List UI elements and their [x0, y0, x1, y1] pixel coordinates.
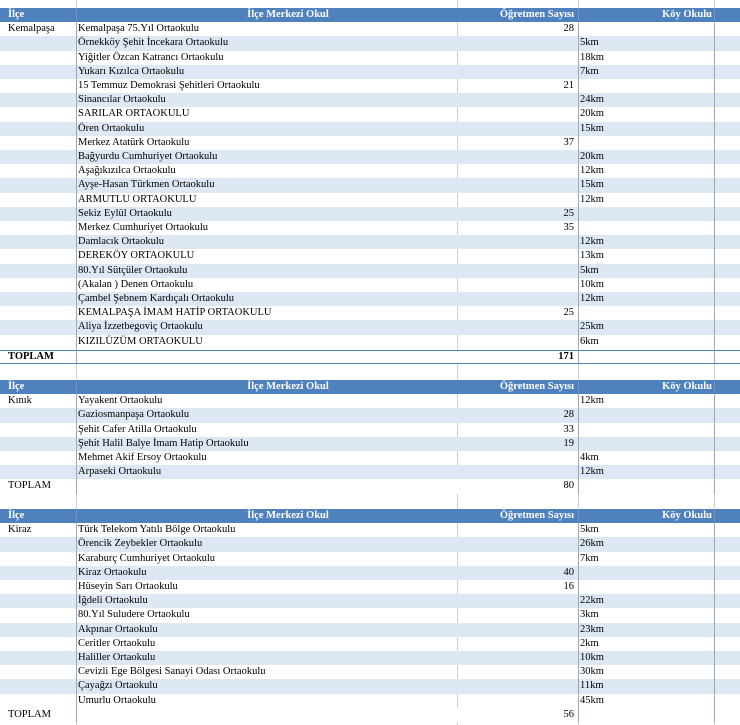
- table-header-row: [0, 380, 740, 394]
- table-row: [0, 537, 740, 551]
- table-row: [0, 623, 740, 637]
- table-header-row: [0, 509, 740, 523]
- table-row: [0, 65, 740, 79]
- teacher-count-cell[interactable]: [380, 51, 576, 65]
- table-row: [0, 122, 740, 136]
- teacher-count-cell[interactable]: [380, 93, 576, 107]
- total-value[interactable]: 171: [558, 350, 574, 362]
- school-name-cell[interactable]: Merkez Atatürk Ortaokulu: [78, 136, 190, 148]
- total-row: [0, 350, 740, 364]
- village-distance-cell[interactable]: 12km: [580, 236, 604, 248]
- teacher-count-cell[interactable]: 21: [563, 80, 574, 91]
- district-name-cell[interactable]: Kınık: [8, 395, 32, 407]
- village-distance-cell[interactable]: 22km: [580, 595, 604, 607]
- village-distance-cell[interactable]: [580, 221, 714, 235]
- village-distance-cell[interactable]: 3km: [580, 609, 599, 621]
- school-name-cell[interactable]: Yukarı Kızılca Ortaokulu: [78, 65, 185, 77]
- village-distance-cell[interactable]: 7km: [580, 552, 599, 564]
- village-distance-cell[interactable]: 23km: [580, 623, 604, 635]
- village-distance-cell[interactable]: 5km: [580, 524, 599, 536]
- teacher-count-cell[interactable]: [380, 178, 576, 192]
- teacher-count-cell[interactable]: [380, 451, 576, 465]
- school-name-cell[interactable]: İğdeli Ortaokulu: [78, 595, 148, 607]
- table-row: [0, 394, 740, 408]
- school-name-cell[interactable]: DEREKÖY ORTAOKULU: [78, 250, 195, 262]
- school-name-cell[interactable]: 80.Yıl Suludere Ortaokulu: [78, 609, 190, 621]
- table-row: [0, 36, 740, 50]
- school-name-cell[interactable]: Mehmet Akif Ersoy Ortaokulu: [78, 452, 207, 463]
- school-name-cell[interactable]: Kiraz Ortaokulu: [78, 566, 147, 578]
- school-name-cell[interactable]: Çayağzı Ortaokulu: [78, 680, 158, 692]
- village-distance-cell[interactable]: 2km: [580, 637, 599, 649]
- teacher-count-cell[interactable]: [380, 320, 576, 334]
- table-row: [0, 665, 740, 679]
- school-name-cell[interactable]: Cevizli Ege Bölgesi Sanayi Odası Ortaokulu: [78, 666, 266, 678]
- school-name-cell[interactable]: Hüseyin Sarı Ortaokulu: [78, 581, 178, 592]
- table-row: [0, 178, 740, 192]
- table-row: [0, 264, 740, 278]
- village-distance-cell[interactable]: 11km: [580, 680, 604, 692]
- teacher-count-cell[interactable]: [380, 679, 576, 693]
- school-name-cell[interactable]: Damlacık Ortaokulu: [78, 236, 165, 248]
- header-teacher-count[interactable]: Öğretmen Sayısı: [499, 9, 574, 20]
- teacher-count-cell[interactable]: [380, 637, 576, 651]
- school-name-cell[interactable]: Türk Telekom Yatılı Bölge Ortaokulu: [78, 524, 236, 536]
- village-distance-cell[interactable]: 30km: [580, 666, 604, 678]
- table-row: [0, 164, 740, 178]
- school-name-cell[interactable]: Ceritler Ortaokulu: [78, 637, 156, 649]
- teacher-count-cell[interactable]: [380, 264, 576, 278]
- teacher-count-cell[interactable]: 16: [563, 581, 574, 592]
- header-district[interactable]: İlçe: [8, 381, 25, 392]
- school-name-cell[interactable]: Çambel Şebnem Kardıçalı Ortaokulu: [78, 293, 234, 304]
- table-row: [0, 193, 740, 207]
- village-distance-cell[interactable]: [580, 423, 714, 437]
- village-distance-cell[interactable]: [580, 566, 714, 580]
- school-name-cell[interactable]: Sinancılar Ortaokulu: [78, 94, 166, 106]
- school-name-cell[interactable]: (Akalan ) Denen Ortaokulu: [78, 278, 194, 290]
- teacher-count-cell[interactable]: [380, 278, 576, 292]
- table-row: [0, 107, 740, 121]
- header-school[interactable]: İlçe Merkezi Okul: [247, 9, 329, 20]
- table-row: [0, 207, 740, 221]
- teacher-count-cell[interactable]: 25: [563, 207, 574, 219]
- teacher-count-cell[interactable]: 25: [563, 307, 574, 319]
- school-name-cell[interactable]: Kemalpaşa 75.Yıl Ortaokulu: [78, 23, 200, 35]
- school-name-cell[interactable]: Aşağıkızılca Ortaokulu: [78, 165, 176, 177]
- teacher-count-cell[interactable]: [380, 523, 576, 537]
- teacher-count-cell[interactable]: [380, 122, 576, 136]
- village-distance-cell[interactable]: 6km: [580, 335, 599, 347]
- table-row: [0, 249, 740, 263]
- teacher-count-cell[interactable]: [380, 552, 576, 566]
- total-value[interactable]: 56: [563, 708, 574, 720]
- header-village-school[interactable]: Köy Okulu: [662, 510, 712, 521]
- teacher-count-cell[interactable]: [380, 537, 576, 551]
- teacher-count-cell[interactable]: [380, 335, 576, 349]
- teacher-count-cell[interactable]: 28: [563, 23, 574, 35]
- teacher-count-cell[interactable]: 19: [563, 437, 574, 449]
- header-village-school[interactable]: Köy Okulu: [662, 9, 712, 20]
- table-row: [0, 51, 740, 65]
- school-name-cell[interactable]: 15 Temmuz Demokrasi Şehitleri Ortaokulu: [78, 80, 260, 91]
- header-teacher-count[interactable]: Öğretmen Sayısı: [499, 510, 574, 521]
- table-row: [0, 79, 740, 93]
- village-distance-cell[interactable]: 20km: [580, 108, 604, 120]
- teacher-count-cell[interactable]: [380, 235, 576, 249]
- teacher-count-cell[interactable]: 35: [563, 222, 574, 233]
- school-name-cell[interactable]: Karaburç Cumhuriyet Ortaokulu: [78, 552, 216, 564]
- teacher-count-cell[interactable]: [380, 36, 576, 50]
- table-row: [0, 335, 740, 349]
- table-row: [0, 22, 740, 36]
- school-name-cell[interactable]: Haliller Ortaokulu: [78, 652, 156, 663]
- table-row: [0, 93, 740, 107]
- school-name-cell[interactable]: Bağyurdu Cumhuriyet Ortaokulu: [78, 151, 218, 162]
- teacher-count-cell[interactable]: [380, 623, 576, 637]
- table-row: [0, 408, 740, 422]
- village-distance-cell[interactable]: 7km: [580, 65, 599, 77]
- school-name-cell[interactable]: Yayakent Ortaokulu: [78, 395, 163, 407]
- total-value[interactable]: 80: [563, 480, 574, 492]
- teacher-count-cell[interactable]: [380, 249, 576, 263]
- table-row: [0, 423, 740, 437]
- teacher-count-cell[interactable]: [380, 608, 576, 622]
- village-distance-cell[interactable]: 20km: [580, 151, 604, 162]
- school-name-cell[interactable]: Umurlu Ortaokulu: [78, 694, 156, 706]
- teacher-count-cell[interactable]: 40: [563, 566, 574, 578]
- table-row: [0, 465, 740, 479]
- teacher-count-cell[interactable]: [380, 594, 576, 608]
- school-name-cell[interactable]: Örnekköy Şehit İncekara Ortaokulu: [78, 37, 229, 49]
- school-name-cell[interactable]: Aliya İzzetbegoviç Ortaokulu: [78, 321, 203, 333]
- teacher-count-cell[interactable]: [380, 665, 576, 679]
- teacher-count-cell[interactable]: [380, 150, 576, 164]
- school-name-cell[interactable]: Merkez Cumhuriyet Ortaokulu: [78, 222, 209, 233]
- header-school[interactable]: İlçe Merkezi Okul: [247, 510, 329, 521]
- school-name-cell[interactable]: 80.Yıl Sütçüler Ortaokulu: [78, 264, 188, 276]
- table-row: [0, 651, 740, 665]
- village-distance-cell[interactable]: 5km: [580, 264, 599, 276]
- table-row: [0, 523, 740, 537]
- total-row: [0, 479, 740, 493]
- village-distance-cell[interactable]: [580, 136, 714, 150]
- school-name-cell[interactable]: KIZILÜZÜM ORTAOKULU: [78, 335, 203, 347]
- table-row: [0, 292, 740, 306]
- table-row: [0, 608, 740, 622]
- village-distance-cell[interactable]: [580, 22, 714, 36]
- village-distance-cell[interactable]: [580, 408, 714, 422]
- village-distance-cell[interactable]: 15km: [580, 179, 604, 191]
- school-name-cell[interactable]: Şehit Halil Balye İmam Hatip Ortaokulu: [78, 437, 249, 449]
- teacher-count-cell[interactable]: 28: [563, 409, 574, 421]
- school-name-cell[interactable]: Sekiz Eylül Ortaokulu: [78, 207, 172, 219]
- school-name-cell[interactable]: Gaziosmanpaşa Ortaokulu: [78, 409, 190, 421]
- table-row: [0, 566, 740, 580]
- village-distance-cell[interactable]: [580, 79, 714, 93]
- district-name-cell[interactable]: Kiraz: [8, 524, 32, 536]
- village-distance-cell[interactable]: [580, 306, 714, 320]
- village-distance-cell[interactable]: 12km: [580, 466, 604, 478]
- table-header-row: [0, 8, 740, 22]
- teacher-count-cell[interactable]: [380, 694, 576, 708]
- table-row: [0, 221, 740, 235]
- table-row: [0, 594, 740, 608]
- village-distance-cell[interactable]: [580, 207, 714, 221]
- teacher-count-cell[interactable]: [380, 292, 576, 306]
- table-row: [0, 150, 740, 164]
- village-distance-cell[interactable]: 18km: [580, 51, 604, 63]
- table-row: [0, 451, 740, 465]
- school-name-cell[interactable]: Yiğitler Özcan Katrancı Ortaokulu: [78, 51, 224, 63]
- village-distance-cell[interactable]: 26km: [580, 538, 604, 550]
- village-distance-cell[interactable]: 15km: [580, 122, 604, 134]
- village-distance-cell[interactable]: 12km: [580, 293, 604, 304]
- total-label[interactable]: TOPLAM: [8, 480, 51, 492]
- table-row: [0, 679, 740, 693]
- village-distance-cell[interactable]: 4km: [580, 452, 599, 463]
- teacher-count-cell[interactable]: [380, 107, 576, 121]
- village-distance-cell[interactable]: 10km: [580, 278, 604, 290]
- header-district[interactable]: İlçe: [8, 510, 25, 521]
- table-row: [0, 552, 740, 566]
- village-distance-cell[interactable]: 45km: [580, 694, 604, 706]
- table-row: [0, 694, 740, 708]
- teacher-count-cell[interactable]: 37: [563, 136, 574, 148]
- village-distance-cell[interactable]: 12km: [580, 193, 604, 205]
- header-school[interactable]: İlçe Merkezi Okul: [247, 381, 329, 392]
- school-name-cell[interactable]: Arpaseki Ortaokulu: [78, 466, 162, 478]
- school-name-cell[interactable]: Ayşe-Hasan Türkmen Ortaokulu: [78, 179, 215, 191]
- table-row: [0, 278, 740, 292]
- total-label[interactable]: TOPLAM: [8, 708, 51, 720]
- village-distance-cell[interactable]: 25km: [580, 321, 604, 333]
- teacher-count-cell[interactable]: [380, 193, 576, 207]
- school-name-cell[interactable]: ARMUTLU ORTAOKULU: [78, 193, 197, 205]
- table-row: [0, 235, 740, 249]
- village-distance-cell[interactable]: [580, 437, 714, 451]
- total-label[interactable]: TOPLAM: [8, 350, 54, 362]
- header-district[interactable]: İlçe: [8, 9, 25, 20]
- total-row: [0, 708, 740, 722]
- village-distance-cell[interactable]: 12km: [580, 165, 604, 177]
- teacher-count-cell[interactable]: [380, 65, 576, 79]
- village-distance-cell[interactable]: 13km: [580, 250, 604, 262]
- teacher-count-cell[interactable]: 33: [563, 423, 574, 435]
- village-distance-cell[interactable]: 12km: [580, 395, 604, 407]
- table-row: [0, 136, 740, 150]
- village-distance-cell[interactable]: 10km: [580, 652, 604, 663]
- school-name-cell[interactable]: Şehit Cafer Atilla Ortaokulu: [78, 423, 197, 435]
- teacher-count-cell[interactable]: [380, 651, 576, 665]
- school-name-cell[interactable]: Ören Ortaokulu: [78, 122, 145, 134]
- teacher-count-cell[interactable]: [380, 164, 576, 178]
- school-name-cell[interactable]: Örencik Zeybekler Ortaokulu: [78, 538, 203, 550]
- teacher-count-cell[interactable]: [380, 465, 576, 479]
- table-row: [0, 637, 740, 651]
- school-name-cell[interactable]: Akpınar Ortaokulu: [78, 623, 158, 635]
- school-name-cell[interactable]: SARILAR ORTAOKULU: [78, 108, 190, 120]
- table-row: [0, 306, 740, 320]
- header-village-school[interactable]: Köy Okulu: [662, 381, 712, 392]
- table-row: [0, 320, 740, 334]
- village-distance-cell[interactable]: [580, 580, 714, 594]
- table-row: [0, 437, 740, 451]
- teacher-count-cell[interactable]: [380, 394, 576, 408]
- header-teacher-count[interactable]: Öğretmen Sayısı: [499, 381, 574, 392]
- village-distance-cell[interactable]: 24km: [580, 94, 604, 106]
- table-row: [0, 580, 740, 594]
- district-name-cell[interactable]: Kemalpaşa: [8, 23, 55, 35]
- village-distance-cell[interactable]: 5km: [580, 37, 599, 49]
- school-name-cell[interactable]: KEMALPAŞA İMAM HATİP ORTAOKULU: [78, 307, 272, 319]
